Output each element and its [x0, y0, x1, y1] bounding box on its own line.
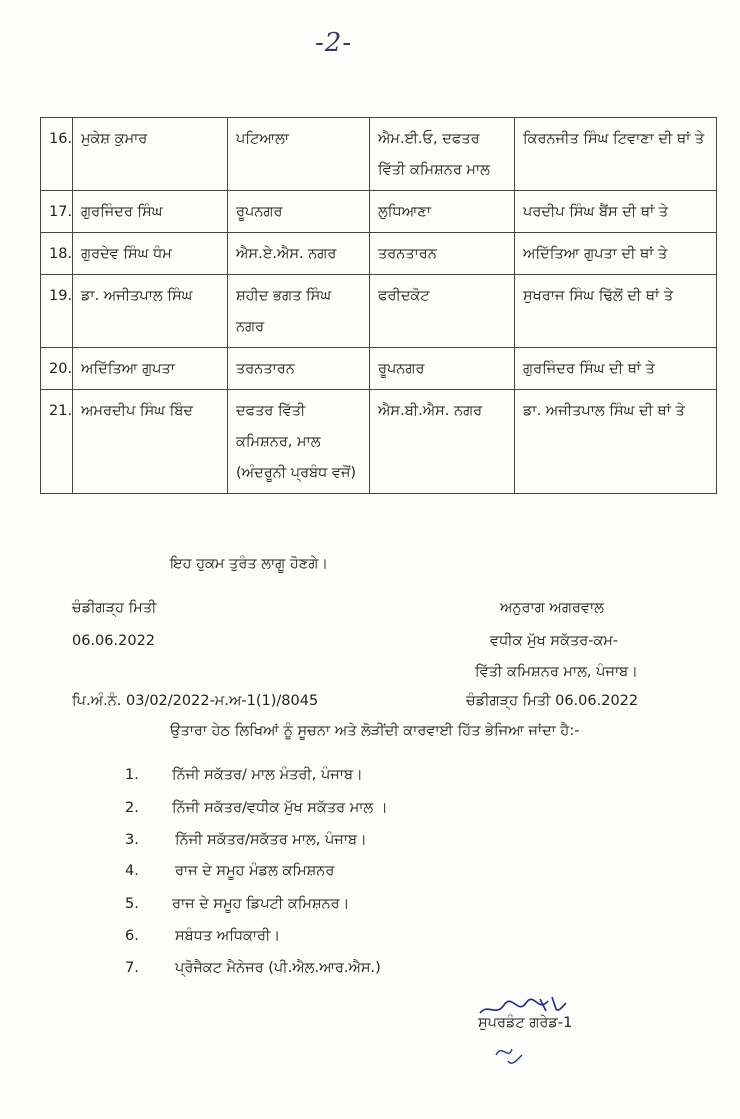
serial-cell: 20.	[41, 348, 73, 390]
place-date-label: ਚੰਡੀਗੜ੍ਹ ਮਿਤੀ	[72, 600, 157, 616]
signatory-designation-2: ਵਿੱਤੀ ਕਮਿਸ਼ਨਰ ਮਾਲ, ਪੰਜਾਬ।	[475, 664, 638, 680]
table-row	[41, 390, 717, 494]
list-item: ਸਬੰਧਤ ਅਧਿਕਾਰੀ।	[175, 928, 281, 944]
order-date: 06.06.2022	[72, 633, 156, 649]
from-cell: ਐਸ.ਏ.ਐਸ. ਨਗਰ	[228, 233, 370, 275]
serial-cell: 16.	[41, 118, 73, 191]
table-row	[41, 118, 717, 191]
superintendent-designation: ਸੁਪਰਡੰਟ ਗਰੇਡ-1	[478, 1015, 573, 1031]
table-row	[41, 191, 717, 233]
list-item-number: 3.	[125, 832, 139, 848]
signatory-name: ਅਨੁਰਾਗ ਅਗਰਵਾਲ	[500, 600, 604, 616]
list-item: ਨਿੱਜੀ ਸਕੱਤਰ/ ਮਾਲ ਮੰਤਰੀ, ਪੰਜਾਬ।	[172, 767, 363, 783]
to-cell: ਫਰੀਦਕੋਟ	[370, 275, 515, 348]
remark-cell: ਗੁਰਜਿੰਦਰ ਸਿੰਘ ਦੀ ਥਾਂ ਤੇ	[515, 348, 717, 390]
endorsement-number: ਪਿ.ਅੰ.ਨੰ. 03/02/2022-ਮ.ਅ-1(1)/8045	[72, 693, 319, 709]
list-item: ਨਿੱਜੀ ਸਕੱਤਰ/ਵਧੀਕ ਮੁੱਖ ਸਕੱਤਰ ਮਾਲ ।	[172, 800, 388, 816]
to-cell: ਐਮ.ਈ.ਓ, ਦਫਤਰ ਵਿੱਤੀ ਕਮਿਸ਼ਨਰ ਮਾਲ	[370, 118, 515, 191]
list-item-number: 6.	[125, 928, 139, 944]
name-cell: ਡਾ. ਅਜੀਤਪਾਲ ਸਿੰਘ	[73, 275, 228, 348]
remark-cell: ਪਰਦੀਪ ਸਿੰਘ ਬੈਂਸ ਦੀ ਥਾਂ ਤੇ	[515, 191, 717, 233]
list-item: ਨਿੱਜੀ ਸਕੱਤਰ/ਸਕੱਤਰ ਮਾਲ, ਪੰਜਾਬ।	[175, 832, 367, 848]
from-cell: ਦਫਤਰ ਵਿੱਤੀ ਕਮਿਸ਼ਨਰ, ਮਾਲ (ਅੰਦਰੂਨੀ ਪ੍ਰਬੰਧ ਵਜੋਂ)	[228, 390, 370, 494]
name-cell: ਗੁਰਜਿੰਦਰ ਸਿੰਘ	[73, 191, 228, 233]
list-item-number: 4.	[125, 863, 139, 879]
to-cell: ਤਰਨਤਾਰਨ	[370, 233, 515, 275]
from-cell: ਰੂਪਨਗਰ	[228, 191, 370, 233]
signature-icon	[478, 995, 568, 1070]
name-cell: ਗੁਰਦੇਵ ਸਿੰਘ ਧੰਮ	[73, 233, 228, 275]
remark-cell: ਅਦਿੱਤਿਆ ਗੁਪਤਾ ਦੀ ਥਾਂ ਤੇ	[515, 233, 717, 275]
remark-cell: ਸੁਖਰਾਜ ਸਿੰਘ ਢਿੱਲੋਂ ਦੀ ਥਾਂ ਤੇ	[515, 275, 717, 348]
name-cell: ਅਦਿੱਤਿਆ ਗੁਪਤਾ	[73, 348, 228, 390]
list-item-number: 5.	[125, 896, 139, 912]
serial-cell: 19.	[41, 275, 73, 348]
table-row	[41, 275, 717, 348]
transfer-table	[40, 117, 717, 494]
order-effect-text: ਇਹ ਹੁਕਮ ਤੁਰੰਤ ਲਾਗੂ ਹੋਣਗੇ।	[170, 556, 329, 572]
table-row	[41, 348, 717, 390]
name-cell: ਮੁਕੇਸ਼ ਕੁਮਾਰ	[73, 118, 228, 191]
list-item: ਰਾਜ ਦੇ ਸਮੂਹ ਮੰਡਲ ਕਮਿਸ਼ਨਰ	[175, 863, 335, 879]
list-item-number: 1.	[125, 767, 139, 783]
copy-intro: ਉਤਾਰਾ ਹੇਠ ਲਿਖਿਆਂ ਨੂੰ ਸੂਚਨਾ ਅਤੇ ਲੋੜੀਂਦੀ ਕਾਰਵਾਈ ਹਿੱਤ ਭੇਜਿਆ ਜਾਂਦਾ ਹੈ:-	[170, 723, 580, 739]
serial-cell: 21.	[41, 390, 73, 494]
from-cell: ਪਟਿਆਲਾ	[228, 118, 370, 191]
from-cell: ਸ਼ਹੀਦ ਭਗਤ ਸਿੰਘ ਨਗਰ	[228, 275, 370, 348]
list-item-number: 7.	[125, 960, 139, 976]
remark-cell: ਡਾ. ਅਜੀਤਪਾਲ ਸਿੰਘ ਦੀ ਥਾਂ ਤੇ	[515, 390, 717, 494]
to-cell: ਐਸ.ਬੀ.ਐਸ. ਨਗਰ	[370, 390, 515, 494]
signatory-designation-1: ਵਧੀਕ ਮੁੱਖ ਸਕੱਤਰ-ਕਮ-	[490, 633, 619, 649]
serial-cell: 18.	[41, 233, 73, 275]
to-cell: ਲੁਧਿਆਣਾ	[370, 191, 515, 233]
to-cell: ਰੂਪਨਗਰ	[370, 348, 515, 390]
page-number: -2-	[315, 28, 353, 58]
endorsement-date: ਚੰਡੀਗੜ੍ਹ ਮਿਤੀ 06.06.2022	[466, 693, 639, 709]
list-item-number: 2.	[125, 800, 139, 816]
serial-cell: 17.	[41, 191, 73, 233]
table-row	[41, 233, 717, 275]
remark-cell: ਕਿਰਨਜੀਤ ਸਿੰਘ ਟਿਵਾਣਾ ਦੀ ਥਾਂ ਤੇ	[515, 118, 717, 191]
name-cell: ਅਮਰਦੀਪ ਸਿੰਘ ਬਿੰਦ	[73, 390, 228, 494]
from-cell: ਤਰਨਤਾਰਨ	[228, 348, 370, 390]
list-item: ਰਾਜ ਦੇ ਸਮੂਹ ਡਿਪਟੀ ਕਮਿਸ਼ਨਰ।	[172, 896, 350, 912]
list-item: ਪ੍ਰੋਜੈਕਟ ਮੈਨੇਜਰ (ਪੀ.ਐਲ.ਆਰ.ਐਸ.)	[175, 960, 381, 976]
